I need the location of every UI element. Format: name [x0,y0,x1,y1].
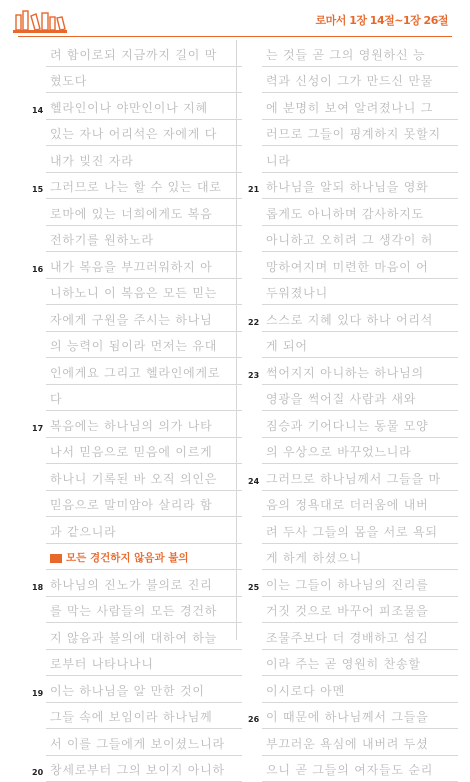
heading-marker [50,554,62,563]
trace-text: 의 우상으로 바꾸었느니라 [266,443,412,460]
trace-text: 하나님의 진노가 불의로 진리 [50,576,213,593]
writing-line [262,385,458,412]
writing-line [262,332,458,359]
writing-line [262,544,458,571]
trace-text: 를 막는 사람들의 모든 경건하 [50,602,217,619]
trace-text: 로부터 나타나나니 [50,655,154,672]
writing-line [262,438,458,465]
trace-text: 망하여지며 미련한 마음이 어 [266,258,429,275]
trace-text: 이라 주는 곧 영원히 찬송할 [266,655,421,672]
trace-text: 이시로다 아멘 [266,682,345,699]
trace-text: 짐승과 기어다니는 동물 모양 [266,417,429,434]
writing-line [46,650,242,677]
trace-text: 복음에는 하나님의 의가 나타 [50,417,213,434]
writing-line [46,40,242,67]
verse-number: 15 [32,185,43,194]
trace-text: 게 하게 하셨으니 [266,549,362,566]
trace-text: 의 능력이 됨이라 먼저는 유대 [50,337,217,354]
writing-line [46,411,242,438]
writing-line [262,305,458,332]
writing-line [46,385,242,412]
writing-line [46,756,242,782]
writing-line [46,67,242,94]
writing-line [262,729,458,756]
writing-line [46,676,242,703]
trace-text: 지 않음과 불의에 대하여 하늘 [50,629,217,646]
trace-text: 영광을 썩어질 사람과 새와 [266,390,416,407]
trace-text: 려 두사 그들의 몸을 서로 욕되 [266,523,438,540]
trace-text: 자에게 구원을 주시는 하나님 [50,311,213,328]
trace-text: 게 되어 [266,337,308,354]
writing-line [262,173,458,200]
bookshelf-logo-icon [12,8,68,34]
trace-text: 창세로부터 그의 보이지 아니하 [50,761,225,778]
trace-text: 내가 복음을 부끄러워하지 아 [50,258,213,275]
verse-number: 20 [32,768,43,777]
verse-number: 22 [248,318,259,327]
page-title: 로마서 1장 14절~1장 26절 [315,12,448,28]
trace-text: 려 함이로되 지금까지 길이 막 [50,46,217,63]
trace-text: 인에게요 그리고 헬라인에게로 [50,364,220,381]
trace-text: 그러므로 나는 할 수 있는 대로 [50,178,222,195]
writing-line [262,703,458,730]
writing-line [46,597,242,624]
writing-line [262,411,458,438]
trace-text: 거짓 것으로 바꾸어 피조물을 [266,602,429,619]
verse-number: 18 [32,583,43,592]
writing-line [262,517,458,544]
writing-line [46,491,242,518]
writing-line [46,305,242,332]
writing-line [262,199,458,226]
writing-line [46,623,242,650]
writing-line [262,120,458,147]
trace-text: 두워졌나니 [266,284,328,301]
writing-line [46,570,242,597]
trace-text: 니하노니 이 복음은 모든 믿는 [50,284,217,301]
writing-line [46,517,242,544]
writing-line [46,146,242,173]
trace-text: 이는 그들이 하나님의 진리를 [266,576,429,593]
verse-number: 23 [248,371,259,380]
writing-line [262,597,458,624]
verse-number: 25 [248,583,259,592]
trace-text: 그러므로 하나님께서 그들을 마 [266,470,441,487]
writing-line [262,676,458,703]
writing-line [46,252,242,279]
writing-line [46,729,242,756]
right-column [262,40,458,782]
writing-line [46,93,242,120]
writing-line [262,570,458,597]
writing-line [46,279,242,306]
writing-line [262,756,458,782]
writing-line [262,279,458,306]
trace-text: 음의 정욕대로 더러움에 내버 [266,496,429,513]
trace-text: 러므로 그들이 핑계하지 못할지 [266,125,441,142]
trace-text: 로마에 있는 너희에게도 복음 [50,205,213,222]
trace-text: 믿음으로 말미암아 살리라 함 [50,496,213,513]
trace-text: 에 분명히 보여 알려졌나니 그 [266,99,433,116]
verse-number: 26 [248,715,259,724]
trace-text: 롭게도 아니하며 감사하지도 [266,205,424,222]
writing-line [262,650,458,677]
page-header [0,0,470,38]
trace-text: 아니하고 오히려 그 생각이 허 [266,231,433,248]
writing-line [262,40,458,67]
trace-text: 내가 빚진 자라 [50,152,134,169]
verse-number: 16 [32,265,43,274]
trace-text: 있는 자나 어리석은 자에게 다 [50,125,217,142]
section-heading-text: 모든 경건하지 않음과 불의 [66,550,189,565]
trace-text: 헬라인이나 야만인이나 지혜 [50,99,208,116]
trace-text: 썩어지지 아니하는 하나님의 [266,364,424,381]
trace-text: 스스로 지혜 있다 하나 어리석 [266,311,433,328]
writing-line [262,252,458,279]
trace-text: 부끄러운 욕심에 내버려 두셨 [266,735,429,752]
trace-text: 니라 [266,152,291,169]
writing-line [46,173,242,200]
writing-line [46,464,242,491]
trace-text: 력과 신성이 그가 만드신 만물 [266,72,433,89]
trace-text: 이 때문에 하나님께서 그들을 [266,708,429,725]
section-heading [46,544,242,571]
writing-line [46,199,242,226]
trace-text: 조물주보다 더 경배하고 섬김 [266,629,429,646]
trace-text: 는 것들 곧 그의 영원하신 능 [266,46,425,63]
writing-line [262,358,458,385]
trace-text: 다 [50,390,62,407]
verse-number: 14 [32,106,43,115]
trace-text: 전하기를 원하노라 [50,231,154,248]
writing-line [262,491,458,518]
writing-line [262,623,458,650]
left-column [46,40,242,782]
verse-number: 19 [32,689,43,698]
trace-text: 그들 속에 보임이라 하나님께 [50,708,213,725]
trace-text: 으니 곧 그들의 여자들도 순리 [266,761,433,778]
writing-line [262,464,458,491]
writing-line [262,67,458,94]
writing-line [46,438,242,465]
writing-line [262,226,458,253]
writing-line [46,332,242,359]
writing-line [46,120,242,147]
trace-text: 나서 믿음으로 믿음에 이르게 [50,443,213,460]
trace-text: 혔도다 [50,72,87,89]
verse-number: 17 [32,424,43,433]
writing-line [262,93,458,120]
trace-text: 과 같으니라 [50,523,117,540]
trace-text: 하나니 기록된 바 오직 의인은 [50,470,217,487]
writing-line [262,146,458,173]
writing-line [46,226,242,253]
verse-number: 21 [248,185,259,194]
trace-text: 서 이를 그들에게 보이셨느니라 [50,735,225,752]
writing-line [46,703,242,730]
trace-text: 하나님을 알되 하나님을 영화 [266,178,429,195]
verse-number: 24 [248,477,259,486]
writing-line [46,358,242,385]
trace-text: 이는 하나님을 알 만한 것이 [50,682,205,699]
header-divider [18,36,452,37]
